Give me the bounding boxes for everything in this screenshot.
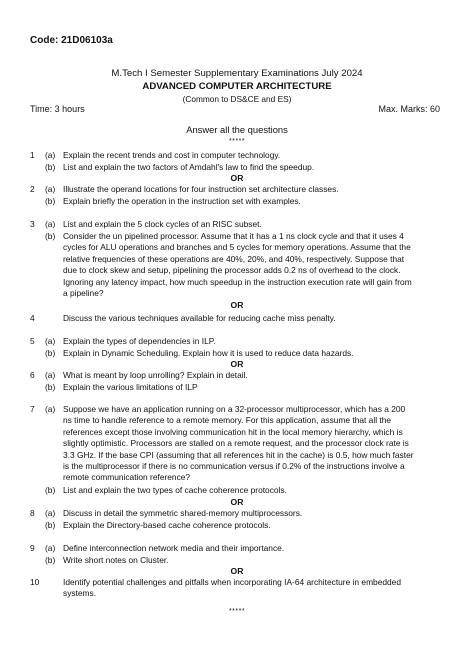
question-text: Write short notes on Cluster. [63, 555, 169, 565]
question-text: List and explain the 5 clock cycles of an RISC subset. [63, 219, 262, 229]
common-note: (Common to DS&CE and ES) [182, 94, 292, 104]
question-text: Identify potential challenges and pitfalls when incorporating IA-64 architecture in embedded systems. [63, 577, 402, 599]
question-part: (b) [45, 348, 56, 358]
or-separator: OR [230, 566, 244, 576]
question-part: (b) [45, 555, 56, 565]
max-marks: Max. Marks: 60 [378, 104, 440, 114]
question-text: Illustrate the operand locations for four instruction set architecture classes. [63, 184, 339, 194]
question-part: (b) [45, 231, 56, 241]
question-part: (a) [45, 543, 56, 553]
question-part: (a) [45, 404, 56, 414]
stars-divider: ***** [228, 138, 246, 145]
question-part: (a) [45, 508, 56, 518]
question-text: Discuss in detail the symmetric shared-memory multiprocessors. [63, 508, 303, 518]
question-text: List and explain the two types of cache coherence protocols. [63, 485, 287, 495]
question-text: Consider the un pipelined processor. Assume that it has a 1 ns clock cycle and that it uses 4 cycles for ALU operations and branches and 5 cycles for memory operations. Assume that the relative frequencies of these operations are 40%, 20%, and 40%, respectively. Suppose that due to clock skew and setup, pipelining the processor adds 0.2 ns of overhead to the clock. Ignoring any latency impact, how much speedup in the instruction execution rate will gain from a pipeline? [63, 231, 412, 299]
or-separator: OR [230, 300, 244, 310]
question-text: Define interconnection network media and their importance. [63, 543, 285, 553]
question-number: 8 [30, 508, 35, 518]
question-part: (a) [45, 150, 56, 160]
question-part: (b) [45, 520, 56, 530]
question-text: Explain the types of dependencies in ILP. [63, 336, 216, 346]
paper-code: Code: 21D06103a [30, 35, 113, 46]
exam-title: M.Tech I Semester Supplementary Examinations July 2024 [111, 68, 363, 79]
exam-duration: Time: 3 hours [30, 104, 85, 114]
question-part: (a) [45, 370, 56, 380]
question-number: 2 [30, 184, 35, 194]
stars-divider: ***** [228, 608, 246, 615]
question-number: 4 [30, 313, 35, 323]
question-number: 5 [30, 336, 35, 346]
question-number: 9 [30, 543, 35, 553]
question-number: 10 [30, 577, 40, 587]
question-part: (b) [45, 485, 56, 495]
question-text: Suppose we have an application running on a 32-processor multiprocessor, which has a 200 ns time to handle reference to a remote memory. For this application, assume that all the references except those involving communication hit in the local memory hierarchy, which is slightly optimistic. Processors are stalled on a remote request, and the processor clock rate is 3.3 GHz. If the base CPI (assuming that all references hit in the cache) is 0.5, how much faster is the multiprocessor if there is no communication versus if 0.2% of the instructions involve a remote communication reference? [63, 404, 414, 483]
or-separator: OR [230, 173, 244, 183]
question-text: Explain the Directory-based cache coherence protocols. [63, 520, 271, 530]
question-text: Explain the various limitations of ILP [63, 382, 198, 392]
question-text: Explain the recent trends and cost in computer technology. [63, 150, 281, 160]
instruction: Answer all the questions [186, 124, 288, 135]
question-number: 7 [30, 404, 35, 414]
question-part: (a) [45, 336, 56, 346]
question-part: (a) [45, 184, 56, 194]
question-part: (b) [45, 196, 56, 206]
question-text: List and explain the two factors of Amdahl's law to find the speedup. [63, 162, 315, 172]
question-number: 3 [30, 219, 35, 229]
question-text: What is meant by loop unrolling? Explain in detail. [63, 370, 248, 380]
or-separator: OR [230, 359, 244, 369]
or-separator: OR [230, 497, 244, 507]
question-part: (b) [45, 382, 56, 392]
question-part: (b) [45, 162, 56, 172]
question-text: Explain briefly the operation in the instruction set with examples. [63, 196, 301, 206]
question-number: 6 [30, 370, 35, 380]
question-text: Explain in Dynamic Scheduling. Explain how it is used to reduce data hazards. [63, 348, 354, 358]
question-number: 1 [30, 150, 35, 160]
question-text: Discuss the various techniques available for reducing cache miss penalty. [63, 313, 336, 323]
subject-title: ADVANCED COMPUTER ARCHITECTURE [142, 81, 332, 92]
question-part: (a) [45, 219, 56, 229]
